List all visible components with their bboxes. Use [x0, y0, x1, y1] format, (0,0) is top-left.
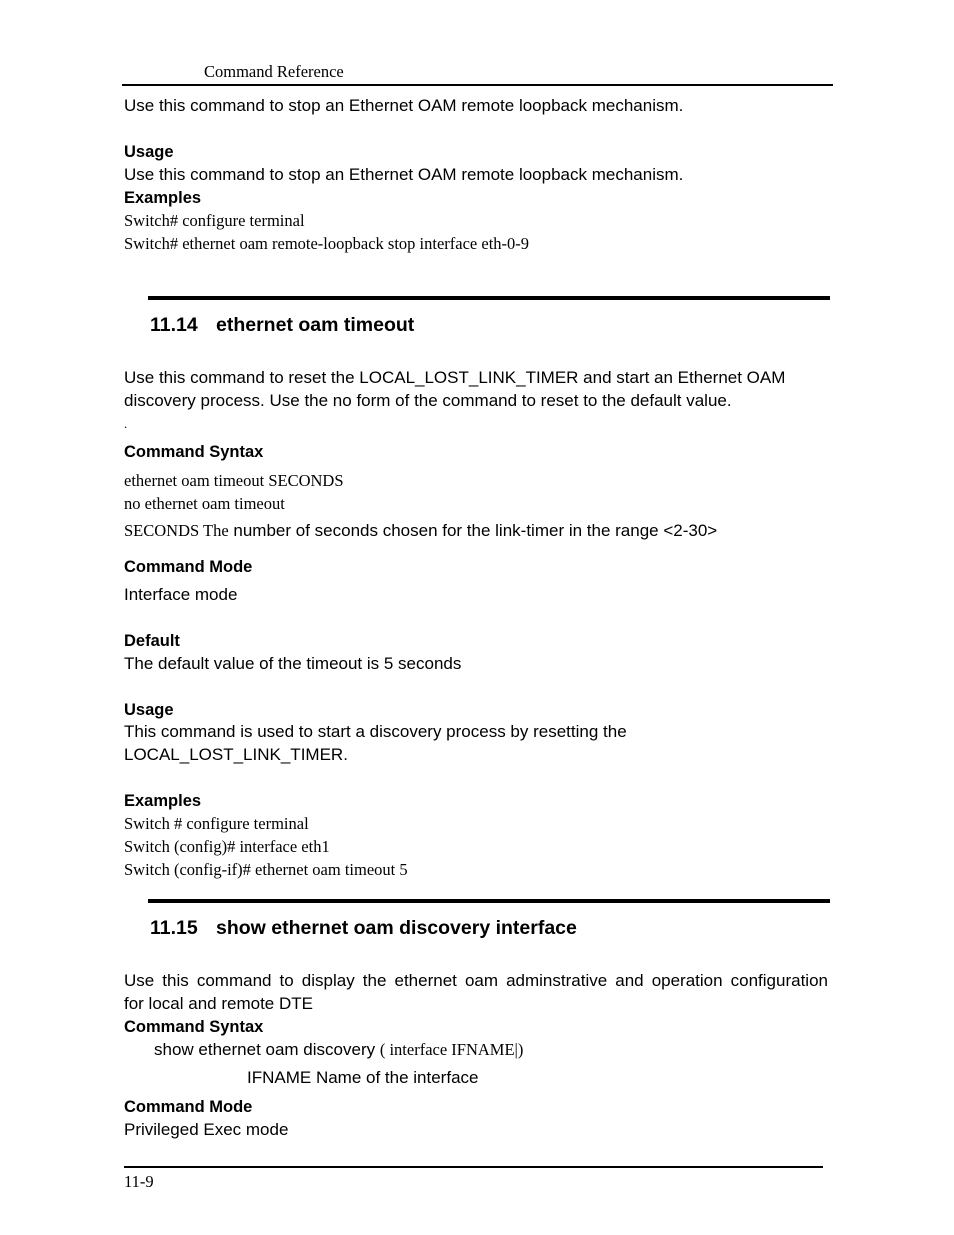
mode-text: Interface mode: [124, 585, 238, 604]
footer-rule: [124, 1166, 823, 1168]
section-title: show ethernet oam discovery interface: [216, 917, 577, 939]
intro-example-line: Switch# ethernet oam remote-loopback stop interface eth-0-9: [124, 234, 530, 253]
example-line: Switch (config-if)# ethernet oam timeout 5: [124, 860, 408, 879]
parameter-name: SECONDS The: [124, 521, 229, 540]
section-description-line: discovery process. Use the no form of the command to reset to the default value.: [124, 391, 732, 410]
stray-dot: .: [124, 416, 128, 431]
section-title: ethernet oam timeout: [216, 314, 415, 336]
mode-heading: Command Mode: [124, 558, 253, 576]
section-number: 11.14: [150, 314, 198, 336]
parameter-text: number of seconds chosen for the link-timer in the range <2-30>: [228, 521, 718, 540]
section-rule: [148, 899, 830, 903]
syntax-line: [154, 1040, 523, 1060]
syntax-heading: Command Syntax: [124, 1018, 264, 1036]
syntax-heading: Command Syntax: [124, 443, 264, 461]
intro-example-line: Switch# configure terminal: [124, 211, 305, 230]
intro-examples-heading: Examples: [124, 189, 202, 207]
parameter-description: [124, 521, 717, 541]
section-number: 11.15: [150, 917, 198, 939]
section-description-line: for local and remote DTE: [124, 994, 313, 1013]
mode-text: Privileged Exec mode: [124, 1120, 289, 1139]
intro-usage-heading: Usage: [124, 143, 174, 161]
header-rule: [122, 84, 833, 86]
parameter-description: IFNAME Name of the interface: [247, 1068, 479, 1087]
syntax-command: show ethernet oam discovery: [154, 1040, 380, 1059]
running-header: Command Reference: [204, 62, 344, 81]
example-line: Switch # configure terminal: [124, 814, 309, 833]
usage-line: LOCAL_LOST_LINK_TIMER.: [124, 745, 348, 764]
intro-usage-text: Use this command to stop an Ethernet OAM remote loopback mechanism.: [124, 165, 684, 184]
example-line: Switch (config)# interface eth1: [124, 837, 330, 856]
mode-heading: Command Mode: [124, 1098, 253, 1116]
intro-description: Use this command to stop an Ethernet OAM remote loopback mechanism.: [124, 96, 684, 115]
syntax-line: ethernet oam timeout SECONDS: [124, 471, 344, 490]
section-rule: [148, 296, 830, 300]
usage-line: This command is used to start a discovery process by resetting the: [124, 722, 627, 741]
default-text: The default value of the timeout is 5 seconds: [124, 654, 462, 673]
section-description-line: Use this command to reset the LOCAL_LOST_LINK_TIMER and start an Ethernet OAM: [124, 368, 786, 387]
syntax-argument: ( interface IFNAME|): [379, 1040, 524, 1059]
page-number: 11-9: [124, 1172, 154, 1191]
default-heading: Default: [124, 632, 180, 650]
usage-heading: Usage: [124, 701, 174, 719]
syntax-line: no ethernet oam timeout: [124, 494, 285, 513]
section-description-line: Use this command to display the ethernet oam adminstrative and operation configuration: [124, 971, 828, 990]
examples-heading: Examples: [124, 792, 202, 810]
